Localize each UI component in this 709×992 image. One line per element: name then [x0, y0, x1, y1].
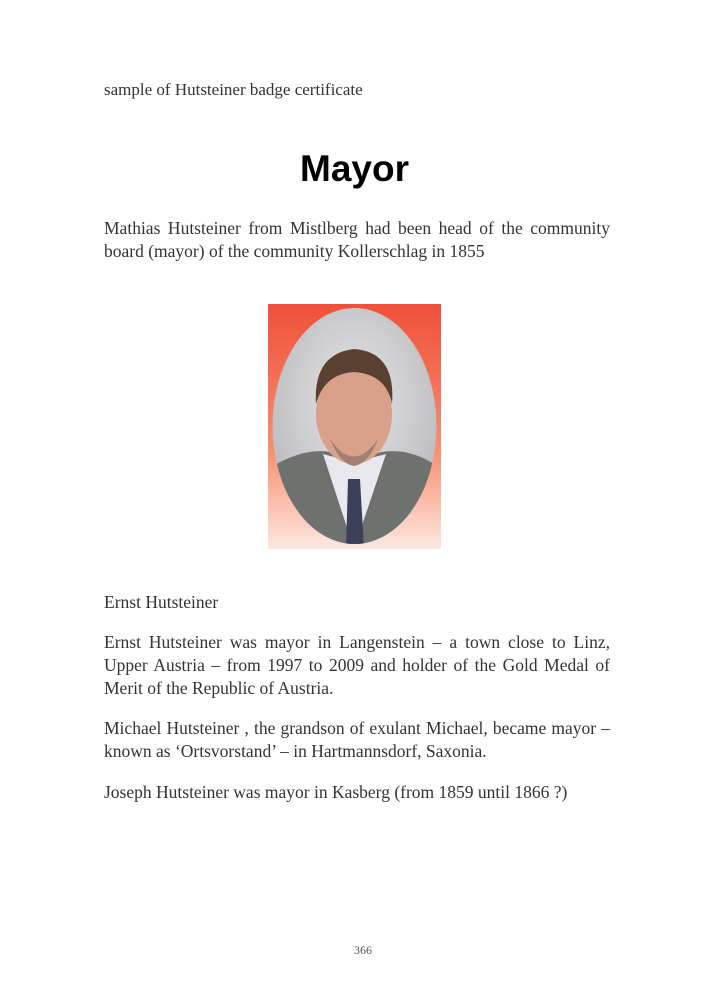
image-caption: sample of Hutsteiner badge certificate	[104, 80, 363, 99]
portrait-photo	[268, 304, 441, 549]
page-title: Mayor	[300, 148, 409, 189]
intro-paragraph: Mathias Hutsteiner from Mistlberg had been head of the community board (mayor) of the community Kollerschlag in 1855	[104, 218, 610, 261]
paragraph-ernst: Ernst Hutsteiner was mayor in Langenstein – a town close to Linz, Upper Austria – from 1997 to 2009 and holder of the Gold Medal of Merit of the Republic of Austria.	[104, 632, 610, 698]
page-number: 366	[354, 943, 372, 957]
paragraph-joseph: Joseph Hutsteiner was mayor in Kasberg (from 1859 until 1866 ?)	[104, 782, 568, 802]
paragraph-michael: Michael Hutsteiner , the grandson of exulant Michael, became mayor – known as ‘Ortsvorstand’ – in Hartmannsdorf, Saxonia.	[104, 718, 610, 761]
section-heading: Ernst Hutsteiner	[104, 592, 219, 612]
